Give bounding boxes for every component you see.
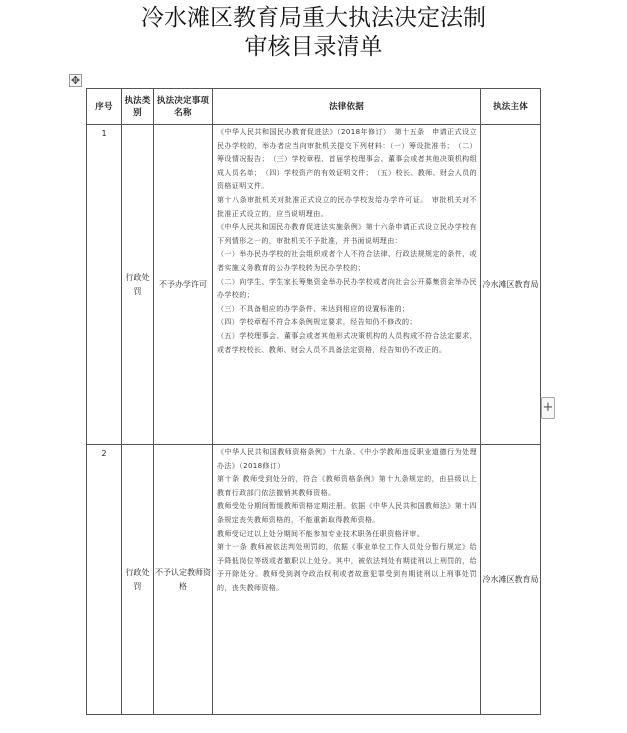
header-no: 序号 [87,89,122,125]
basis-paragraph: 《中华人民共和国民办教育促进法实施条例》第十六条申请正式设立民办学校有下列情形之一的，审批机关不予批准，并书面说明理由： [217,223,477,245]
table-move-icon[interactable]: ✥ [70,74,81,87]
regulation-table [86,88,541,715]
add-column-icon[interactable]: + [541,397,555,419]
basis-paragraph: 第十条 教师受到处分的，符合《教师资格条例》第十九条规定的，由县级以上教育行政部门依法撤销其教师资格。 [217,475,477,497]
basis-paragraph: （四）学校章程不符合本条例规定要求，经告知仍不修改的； [217,318,417,327]
basis-paragraph: （三）不具备相应的办学条件、未达到相应的设置标准的； [217,304,410,313]
row-subject: 冷水滩区教育局 [481,125,541,445]
row-type: 行政处罚 [122,445,154,715]
header-basis: 法律依据 [213,89,481,125]
row-item: 不予办学许可 [154,125,213,445]
header-type: 执法类别 [122,89,154,125]
table-header-row [87,89,541,125]
row-basis [213,445,481,715]
basis-paragraph: 《中华人民共和国民办教育促进法》（2018年修订） 第十五条 申请正式设立民办学校的，举办者应当向审批机关提交下列材料：（一）筹设批准书； （二）筹设情况报告； （三）学校章程、首届学校理事会、董事会或者其他决策机构组成人员名单； （四）学校资产的有效证明文件； （五）校长、教师、财会人员的资格证明文件。 [217,128,477,191]
document-title-line2: 审核目录清单 [244,34,383,60]
row-type: 行政处罚 [122,125,154,445]
basis-paragraph: 第十一条 教师被依法判处刑罚的，依据《事业单位工作人员处分暂行规定》给予降低岗位等级或者撤职以上处分。其中，被依法判处有期徒刑以上刑罚的，给予开除处分。教师受到剥夺政治权利或者故意犯罪受到有期徒刑以上刑事处罚的，丧失教师资格。 [217,543,477,592]
header-subject: 执法主体 [481,89,541,125]
row-no: 2 [87,445,122,715]
row-subject: 冷水滩区教育局 [481,445,541,715]
basis-paragraph: 教师受记过以上处分期间不能参加专业技术职务任职资格评审。 [217,529,425,538]
basis-paragraph: （一）举办民办学校的社会组织或者个人不符合法律、行政法规规定的条件，或者实施义务教育的公办学校转为民办学校的； [217,250,477,272]
basis-paragraph: 第十八条审批机关对批准正式设立的民办学校发给办学许可证。 审批机关对不批准正式设立的，应当说明理由。 [217,195,477,218]
header-item: 执法决定事项名称 [154,89,213,125]
basis-paragraph: （二）向学生、学生家长筹集资金举办民办学校或者向社会公开募集资金举办民办学校的； [217,277,477,300]
table-row [87,445,541,715]
basis-paragraph: 《中华人民共和国教师资格条例》十九条、《中小学教师违反职业道德行为处理办法》（2018修订） [217,448,477,470]
document-title-line1: 冷水滩区教育局重大执法决定法制 [141,5,486,31]
row-no: 1 [87,125,122,445]
row-item: 不予认定教师资格 [154,445,213,715]
table-row [87,125,541,445]
basis-paragraph: 教师受处分期间暂缓教师资格定期注册。依据《中华人民共和国教师法》第十四条规定丧失教师资格的，不能重新取得教师资格。 [217,502,477,524]
basis-paragraph: （五）学校理事会、董事会或者其他形式决策机构的人员构成不符合法定要求，或者学校校长、教师、财会人员不具备法定资格，经告知仍不改正的。 [217,331,477,354]
row-basis [213,125,481,445]
